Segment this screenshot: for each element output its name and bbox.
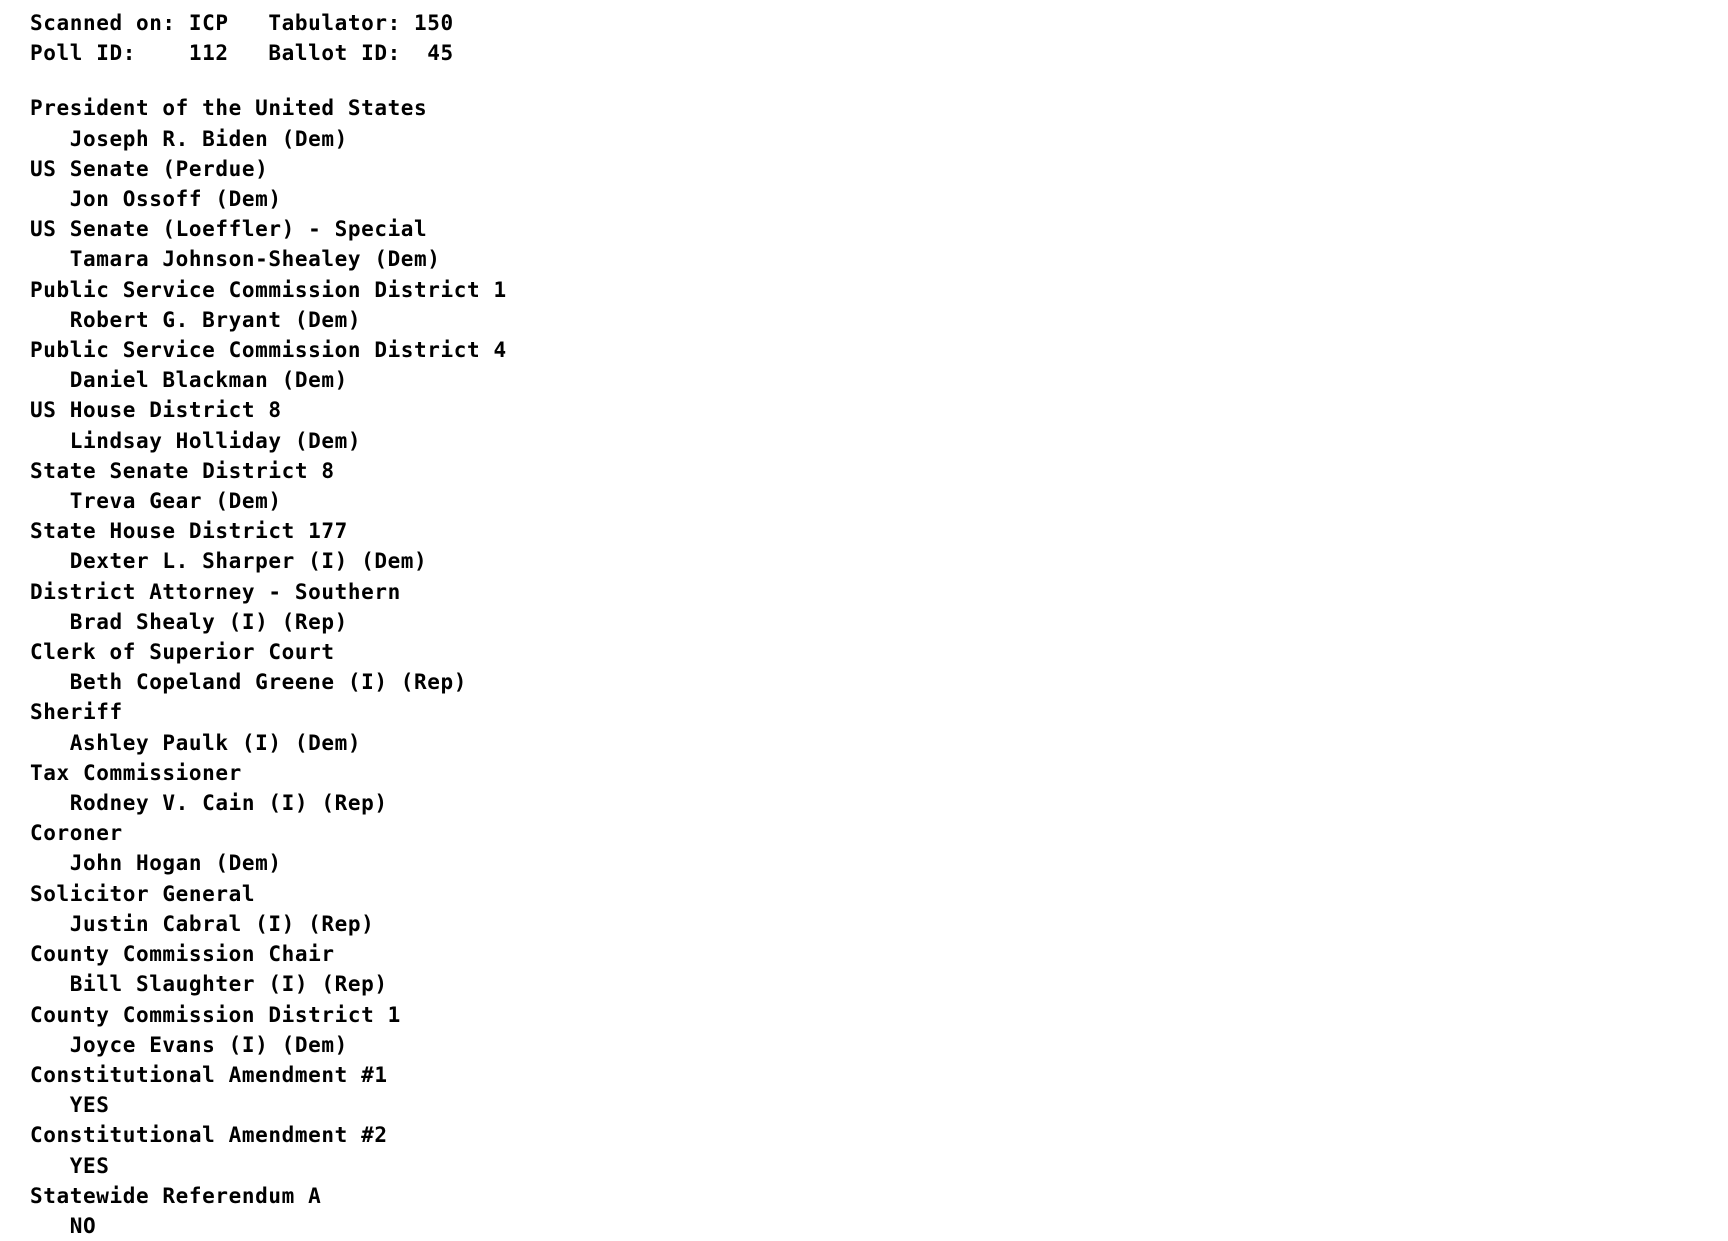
contest-choice: John Hogan (Dem) <box>30 851 282 876</box>
contest-choice: Dexter L. Sharper (I) (Dem) <box>30 549 428 574</box>
contest-list <box>30 93 1728 1241</box>
contest-title: Coroner <box>30 821 123 846</box>
scanned-on-line: Scanned on: ICP Tabulator: 150 <box>30 11 454 35</box>
contest-choice: Joseph R. Biden (Dem) <box>30 126 348 151</box>
contest-choice: Treva Gear (Dem) <box>30 489 282 514</box>
contest-choice: Justin Cabral (I) (Rep) <box>30 911 375 936</box>
contest-choice: Daniel Blackman (Dem) <box>30 368 348 393</box>
contest-title: District Attorney - Southern <box>30 579 401 604</box>
contest-choice: Lindsay Holliday (Dem) <box>30 428 362 453</box>
contest-choice: YES <box>30 1153 110 1178</box>
contest-title: US House District 8 <box>30 398 282 423</box>
contest-title: Public Service Commission District 1 <box>30 277 507 302</box>
contest-choice: Brad Shealy (I) (Rep) <box>30 609 348 634</box>
contest-choice: Rodney V. Cain (I) (Rep) <box>30 791 388 816</box>
header-spacer <box>30 68 1728 93</box>
contest-choice: Ashley Paulk (I) (Dem) <box>30 730 362 755</box>
contest-title: Sheriff <box>30 700 123 725</box>
contest-title: County Commission District 1 <box>30 1002 401 1027</box>
contest-choice: Bill Slaughter (I) (Rep) <box>30 972 388 997</box>
contest-choice: NO <box>30 1213 97 1238</box>
contest-choice: Beth Copeland Greene (I) (Rep) <box>30 670 468 695</box>
contest-choice: Robert G. Bryant (Dem) <box>30 307 362 332</box>
contest-choice: Joyce Evans (I) (Dem) <box>30 1032 348 1057</box>
contest-title: Clerk of Superior Court <box>30 640 335 665</box>
contest-title: Solicitor General <box>30 881 256 906</box>
contest-title: Statewide Referendum A <box>30 1183 322 1208</box>
contest-title: Constitutional Amendment #2 <box>30 1123 388 1148</box>
contest-title: County Commission Chair <box>30 942 335 967</box>
contest-title: US Senate (Loeffler) - Special <box>30 217 428 242</box>
contest-choice: Tamara Johnson-Shealey (Dem) <box>30 247 441 272</box>
contest-choice: YES <box>30 1093 110 1118</box>
poll-ballot-id-line: Poll ID: 112 Ballot ID: 45 <box>30 41 454 66</box>
contest-title: Tax Commissioner <box>30 760 242 785</box>
contest-title: State Senate District 8 <box>30 458 335 483</box>
contest-title: Constitutional Amendment #1 <box>30 1062 388 1087</box>
contest-title: State House District 177 <box>30 519 348 544</box>
contest-choice: Jon Ossoff (Dem) <box>30 187 282 212</box>
contest-title: President of the United States <box>30 96 428 121</box>
contest-title: US Senate (Perdue) <box>30 156 269 181</box>
contest-title: Public Service Commission District 4 <box>30 338 507 363</box>
